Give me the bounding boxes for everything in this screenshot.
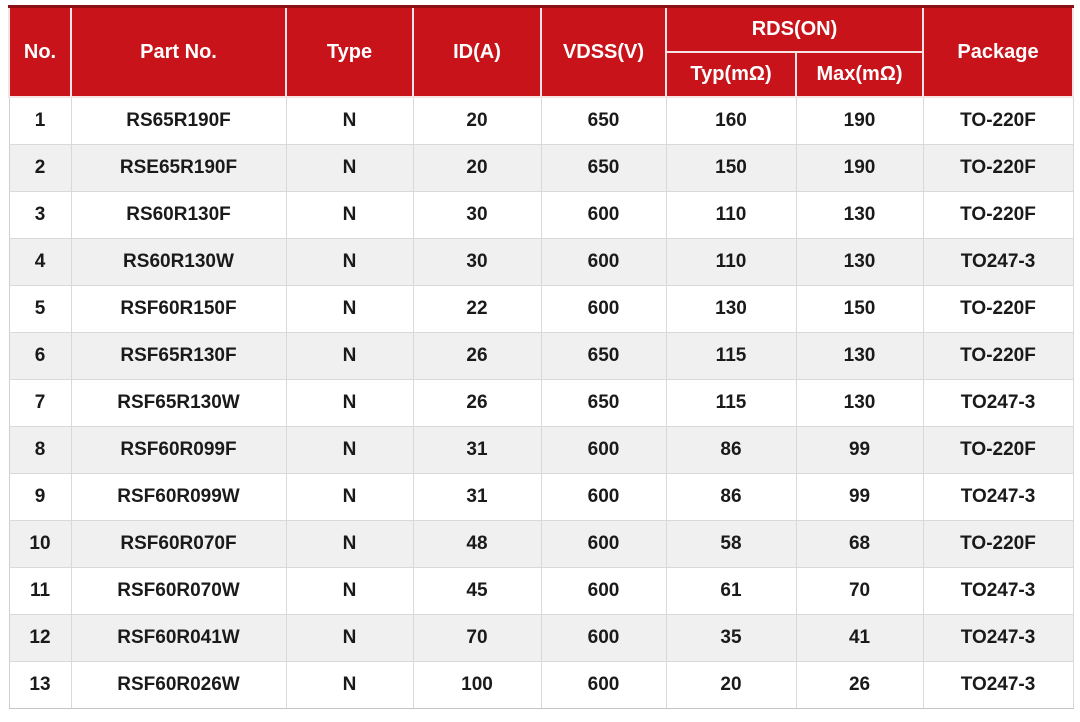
table-row (9, 615, 1073, 662)
cell-rds-max: 70 (796, 568, 923, 615)
cell-rds-max: 26 (796, 662, 923, 709)
cell-package: TO-220F (923, 145, 1073, 192)
cell-type: N (286, 427, 413, 474)
cell-part-no: RSE65R190F (71, 145, 286, 192)
cell-part-no: RSF60R099W (71, 474, 286, 521)
cell-vdss-v: 650 (541, 333, 666, 380)
cell-no: 13 (9, 662, 71, 709)
cell-id-a: 30 (413, 239, 541, 286)
cell-type: N (286, 568, 413, 615)
cell-vdss-v: 600 (541, 239, 666, 286)
cell-id-a: 31 (413, 474, 541, 521)
cell-vdss-v: 600 (541, 286, 666, 333)
cell-id-a: 100 (413, 662, 541, 709)
cell-no: 11 (9, 568, 71, 615)
table-row (9, 239, 1073, 286)
cell-type: N (286, 380, 413, 427)
header-rds-max: Max(mΩ) (796, 52, 923, 97)
cell-vdss-v: 600 (541, 427, 666, 474)
cell-rds-max: 41 (796, 615, 923, 662)
cell-no: 8 (9, 427, 71, 474)
cell-package: TO247-3 (923, 239, 1073, 286)
mosfet-spec-table-container (8, 5, 1072, 709)
cell-vdss-v: 600 (541, 521, 666, 568)
cell-rds-typ: 115 (666, 380, 796, 427)
cell-type: N (286, 286, 413, 333)
cell-part-no: RSF60R026W (71, 662, 286, 709)
cell-id-a: 26 (413, 380, 541, 427)
cell-id-a: 45 (413, 568, 541, 615)
cell-no: 4 (9, 239, 71, 286)
header-vdss-v: VDSS(V) (541, 7, 666, 98)
cell-part-no: RS60R130F (71, 192, 286, 239)
table-header (9, 7, 1073, 98)
table-row (9, 427, 1073, 474)
cell-part-no: RS65R190F (71, 97, 286, 145)
cell-part-no: RSF60R041W (71, 615, 286, 662)
cell-package: TO247-3 (923, 615, 1073, 662)
cell-type: N (286, 97, 413, 145)
cell-package: TO247-3 (923, 474, 1073, 521)
cell-vdss-v: 600 (541, 192, 666, 239)
cell-package: TO247-3 (923, 568, 1073, 615)
cell-no: 12 (9, 615, 71, 662)
table-row (9, 380, 1073, 427)
cell-part-no: RS60R130W (71, 239, 286, 286)
table-row (9, 662, 1073, 709)
cell-type: N (286, 521, 413, 568)
cell-part-no: RSF60R099F (71, 427, 286, 474)
header-type: Type (286, 7, 413, 98)
cell-part-no: RSF60R070F (71, 521, 286, 568)
table-row (9, 145, 1073, 192)
cell-package: TO-220F (923, 97, 1073, 145)
cell-no: 2 (9, 145, 71, 192)
cell-rds-max: 190 (796, 97, 923, 145)
table-row (9, 286, 1073, 333)
cell-id-a: 31 (413, 427, 541, 474)
cell-rds-max: 99 (796, 427, 923, 474)
table-row (9, 192, 1073, 239)
cell-id-a: 20 (413, 97, 541, 145)
header-no: No. (9, 7, 71, 98)
cell-id-a: 30 (413, 192, 541, 239)
cell-rds-max: 190 (796, 145, 923, 192)
table-body (9, 97, 1073, 709)
cell-package: TO247-3 (923, 662, 1073, 709)
cell-no: 7 (9, 380, 71, 427)
cell-package: TO-220F (923, 427, 1073, 474)
header-row-main (9, 7, 1073, 53)
cell-part-no: RSF60R070W (71, 568, 286, 615)
cell-no: 3 (9, 192, 71, 239)
cell-rds-typ: 115 (666, 333, 796, 380)
header-rds-on-group: RDS(ON) (666, 7, 923, 53)
cell-rds-typ: 150 (666, 145, 796, 192)
cell-type: N (286, 615, 413, 662)
cell-package: TO-220F (923, 333, 1073, 380)
cell-rds-typ: 35 (666, 615, 796, 662)
cell-type: N (286, 192, 413, 239)
cell-id-a: 48 (413, 521, 541, 568)
cell-vdss-v: 600 (541, 474, 666, 521)
cell-rds-typ: 110 (666, 192, 796, 239)
cell-rds-typ: 160 (666, 97, 796, 145)
cell-package: TO247-3 (923, 380, 1073, 427)
cell-part-no: RSF65R130W (71, 380, 286, 427)
header-package: Package (923, 7, 1073, 98)
cell-no: 6 (9, 333, 71, 380)
cell-part-no: RSF65R130F (71, 333, 286, 380)
cell-vdss-v: 650 (541, 380, 666, 427)
header-part-no: Part No. (71, 7, 286, 98)
cell-rds-max: 150 (796, 286, 923, 333)
cell-rds-typ: 61 (666, 568, 796, 615)
cell-rds-max: 99 (796, 474, 923, 521)
table-row (9, 474, 1073, 521)
cell-rds-typ: 20 (666, 662, 796, 709)
cell-type: N (286, 474, 413, 521)
cell-vdss-v: 650 (541, 145, 666, 192)
cell-no: 1 (9, 97, 71, 145)
cell-rds-typ: 86 (666, 427, 796, 474)
cell-no: 5 (9, 286, 71, 333)
table-row (9, 568, 1073, 615)
cell-type: N (286, 239, 413, 286)
cell-no: 9 (9, 474, 71, 521)
cell-part-no: RSF60R150F (71, 286, 286, 333)
mosfet-spec-table (8, 5, 1074, 709)
cell-vdss-v: 600 (541, 568, 666, 615)
cell-rds-typ: 130 (666, 286, 796, 333)
cell-package: TO-220F (923, 521, 1073, 568)
cell-rds-max: 130 (796, 380, 923, 427)
cell-package: TO-220F (923, 286, 1073, 333)
cell-vdss-v: 600 (541, 662, 666, 709)
cell-rds-max: 130 (796, 333, 923, 380)
cell-id-a: 20 (413, 145, 541, 192)
table-row (9, 97, 1073, 145)
cell-rds-max: 130 (796, 239, 923, 286)
cell-id-a: 70 (413, 615, 541, 662)
cell-no: 10 (9, 521, 71, 568)
cell-type: N (286, 662, 413, 709)
cell-package: TO-220F (923, 192, 1073, 239)
cell-id-a: 26 (413, 333, 541, 380)
cell-id-a: 22 (413, 286, 541, 333)
cell-type: N (286, 145, 413, 192)
cell-rds-typ: 110 (666, 239, 796, 286)
cell-rds-typ: 86 (666, 474, 796, 521)
cell-rds-max: 68 (796, 521, 923, 568)
table-row (9, 521, 1073, 568)
table-row (9, 333, 1073, 380)
cell-rds-max: 130 (796, 192, 923, 239)
header-rds-typ: Typ(mΩ) (666, 52, 796, 97)
header-id-a: ID(A) (413, 7, 541, 98)
cell-vdss-v: 650 (541, 97, 666, 145)
cell-type: N (286, 333, 413, 380)
cell-rds-typ: 58 (666, 521, 796, 568)
cell-vdss-v: 600 (541, 615, 666, 662)
